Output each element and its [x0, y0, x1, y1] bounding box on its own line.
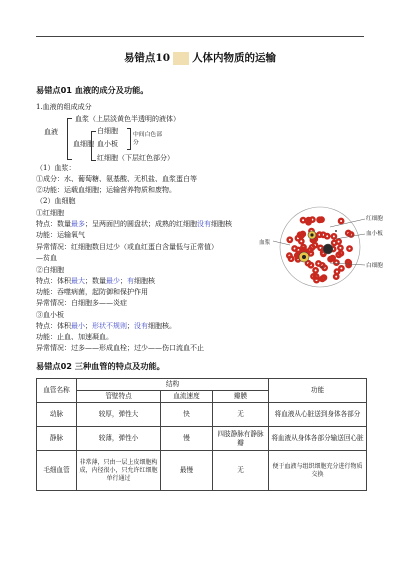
brace-blood	[67, 118, 72, 160]
plasma-function: ②功能：运载血细胞；运输营养物质和废物。	[36, 186, 176, 194]
plasma-components: ①成分：水、葡萄糖、氨基酸、无机盐、血浆蛋白等	[36, 175, 197, 183]
table-row: 动脉 较厚，弹性大 快 无 将血液从心脏送到身体各部分	[37, 403, 367, 427]
rbc-function: 功能：运输氧气	[36, 231, 85, 239]
header-function: 功能	[269, 379, 367, 403]
plt-abnormal: 异常情况：过多——形成血栓；过少——伤口流血不止	[36, 344, 204, 352]
plt-label: 血小板	[97, 140, 118, 148]
wbc-label: 白细胞	[97, 127, 118, 135]
vessel-table	[36, 378, 367, 491]
wbc-heading: ②白细胞	[36, 266, 64, 274]
rbc-abnormal: 异常情况：红细胞数目过少（或血红蛋白含量低与正常值）	[36, 243, 218, 251]
header-speed: 血流速度	[161, 391, 213, 403]
section1-heading: 易错点01 血液的成分及功能。	[36, 85, 149, 95]
wbc-function: 功能：吞噬病菌，起防御和保护作用	[36, 288, 148, 296]
diagram-label-rbc: 红细胞	[366, 216, 383, 222]
plt-features: 特点：体积最小；形状不规则；没有细胞核。	[36, 322, 176, 330]
diagram-label-wbc: 白细胞	[366, 263, 383, 269]
page-title	[0, 50, 400, 65]
table-row: 毛细血管 非常薄，只由一层上皮细胞构成，内径很小，只允许红细胞单行通过 最慢 无 便于血液与组织细胞充分进行物质交换	[37, 451, 367, 491]
blood-label: 血液	[44, 128, 58, 136]
cells-heading: （2）血细胞	[36, 197, 76, 205]
title-highlight	[173, 52, 189, 65]
brace-middle	[127, 128, 131, 150]
diagram-label-plt: 血小板	[366, 231, 383, 237]
title-main: 人体内物质的运输	[192, 52, 277, 64]
plt-function: 功能：止血、加速凝血。	[36, 333, 113, 341]
composition-heading: 1.血液的组成成分	[36, 103, 92, 111]
header-structure: 结构	[77, 379, 269, 391]
plt-heading: ③血小板	[36, 311, 64, 319]
brace-cells	[91, 131, 96, 161]
header-wall: 管壁特点	[77, 391, 161, 403]
cells-label: 血细胞	[73, 140, 94, 148]
table-row: 静脉 较薄，弹性小 慢 四肢静脉有静脉瓣 将血液从身体各部分输送回心脏	[37, 427, 367, 451]
lower-layer-label: 红细胞（下层红色部分）	[97, 154, 174, 162]
header-valve: 瓣膜	[213, 391, 269, 403]
wbc-abnormal: 异常情况：白细胞多——炎症	[36, 299, 127, 307]
middle-layer-label: 中间白色部分	[133, 132, 162, 146]
wbc-features: 特点：体积最大；数量最少；有细胞核	[36, 277, 155, 285]
rbc-features: 特点：数量最多；呈两面凹的圆盘状；成熟的红细胞没有细胞核	[36, 220, 232, 228]
top-rule	[36, 36, 364, 37]
plasma-heading: （1）血浆：	[36, 164, 76, 172]
header-vessel: 血管名称	[37, 379, 77, 403]
rbc-anemia: —贫血	[36, 254, 57, 262]
diagram-label-plasma: 血浆	[259, 240, 271, 246]
plasma-label: 血浆（上层淡黄色半透明的液体）	[75, 115, 180, 123]
table-header-row	[37, 379, 367, 391]
section2-heading: 易错点02 三种血管的特点及功能。	[36, 361, 165, 371]
rbc-heading: ①红细胞	[36, 209, 64, 217]
title-prefix: 易错点10	[123, 52, 171, 64]
